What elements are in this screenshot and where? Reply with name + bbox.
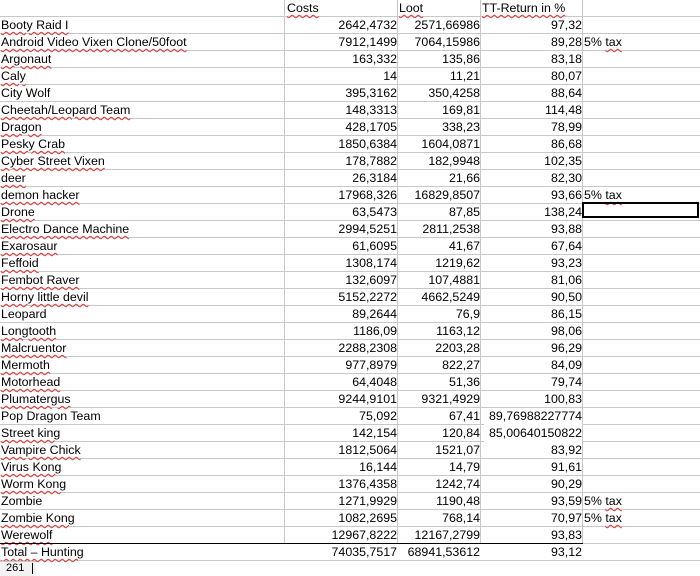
row-costs[interactable]: 1082,2695 — [338, 511, 397, 525]
row-name-cell[interactable] — [1, 170, 284, 187]
row-return[interactable]: 83,18 — [550, 52, 582, 66]
row-name: Fembot Raver — [1, 273, 80, 287]
row-name-cell[interactable] — [1, 442, 284, 459]
row-name: Vampire Chick — [1, 443, 81, 457]
row-costs[interactable]: 2642,4732 — [338, 18, 397, 32]
row-costs[interactable]: 75,092 — [359, 409, 397, 423]
row-return[interactable]: 67,64 — [550, 239, 582, 253]
row-return[interactable]: 93,23 — [550, 256, 582, 270]
row-name: Virus Kong — [1, 460, 62, 474]
row-note[interactable] — [584, 510, 700, 527]
row-loot[interactable]: 2203,28 — [435, 341, 480, 355]
row-name: Horny little devil — [1, 290, 89, 304]
row-return[interactable]: 80,07 — [550, 69, 582, 83]
row-loot[interactable]: 12167,2799 — [414, 528, 480, 542]
row-costs[interactable]: 64,4048 — [352, 375, 397, 389]
row-name-cell[interactable] — [1, 204, 284, 221]
row-return[interactable]: 78,99 — [550, 120, 582, 134]
row-name-cell[interactable] — [1, 68, 284, 85]
row-costs[interactable]: 163,332 — [352, 52, 397, 66]
row-costs[interactable]: 977,8979 — [345, 358, 397, 372]
row-costs[interactable]: 178,7882 — [345, 154, 397, 168]
row-name-cell[interactable] — [1, 323, 284, 340]
row-return[interactable]: 138,24 — [544, 205, 582, 219]
row-name: Electro Dance Machine — [1, 222, 130, 236]
selected-cell[interactable] — [582, 202, 699, 218]
row-return[interactable]: 91,61 — [550, 460, 582, 474]
row-name: Booty Raid I — [1, 18, 69, 32]
row-name: Cyber Street Vixen — [1, 154, 105, 168]
row-name-cell[interactable] — [1, 306, 284, 323]
row-return[interactable]: 93,66 — [550, 188, 582, 202]
row-loot[interactable]: 9321,4929 — [421, 392, 480, 406]
row-return[interactable]: 93,83 — [550, 528, 582, 542]
row-name-cell[interactable] — [1, 238, 284, 255]
row-loot[interactable]: 822,27 — [442, 358, 480, 372]
row-name-cell[interactable] — [1, 357, 284, 374]
row-loot[interactable]: 67,41 — [448, 409, 480, 423]
row-loot[interactable]: 182,9948 — [428, 154, 480, 168]
row-return[interactable]: 84,09 — [550, 358, 582, 372]
row-name-cell[interactable] — [1, 391, 284, 408]
row-name-cell[interactable] — [1, 136, 284, 153]
row-costs[interactable]: 63,5473 — [352, 205, 397, 219]
row-costs[interactable]: 1308,174 — [345, 256, 397, 270]
row-costs[interactable]: 2288,2308 — [338, 341, 397, 355]
row-name-cell[interactable] — [1, 374, 284, 391]
row-costs[interactable]: 1812,5064 — [338, 443, 397, 457]
row-loot[interactable]: 21,66 — [448, 171, 480, 185]
row-loot[interactable]: 1219,62 — [435, 256, 480, 270]
row-costs[interactable]: 2994,5251 — [338, 222, 397, 236]
row-name: Worm Kong — [1, 477, 67, 491]
row-loot[interactable]: 169,81 — [442, 103, 480, 117]
row-name: Plumatergus — [1, 392, 71, 406]
row-costs[interactable]: 1376,4358 — [338, 477, 397, 491]
row-return[interactable]: 96,29 — [550, 341, 582, 355]
row-name: Pesky Crab — [1, 137, 66, 151]
row-return[interactable]: 70,97 — [550, 511, 582, 525]
row-return[interactable]: 79,74 — [550, 375, 582, 389]
row-loot[interactable]: 1242,74 — [435, 477, 480, 491]
row-return[interactable]: 82,30 — [550, 171, 582, 185]
text-cursor — [32, 563, 33, 574]
row-loot[interactable]: 11,21 — [449, 69, 480, 83]
row-name-cell[interactable] — [1, 221, 284, 238]
header-costs[interactable]: Costs — [287, 1, 319, 15]
row-name: Malcruentor — [1, 341, 67, 355]
row-costs[interactable]: 1850,6384 — [338, 137, 397, 151]
row-loot[interactable]: 51,36 — [448, 375, 480, 389]
row-costs[interactable]: 16,144 — [359, 460, 397, 474]
row-costs[interactable]: 132,6097 — [345, 273, 397, 287]
total-costs[interactable]: 74035,7517 — [331, 545, 397, 559]
row-loot[interactable]: 7064,15986 — [414, 35, 480, 49]
row-name: Argonaut — [1, 52, 52, 66]
row-name: Zombie Kong — [1, 511, 75, 525]
row-costs[interactable]: 395,3162 — [345, 86, 397, 100]
row-costs[interactable]: 1186,09 — [353, 324, 397, 338]
row-loot[interactable]: 41,67 — [448, 239, 480, 253]
row-return[interactable]: 90,29 — [550, 477, 582, 491]
row-return[interactable]: 93,88 — [550, 222, 582, 236]
header-tt-return[interactable]: TT-Return in % — [482, 1, 566, 15]
row-name: Zombie — [1, 494, 43, 508]
row-costs[interactable]: 12967,8222 — [331, 528, 397, 542]
row-loot[interactable]: 1163,12 — [436, 324, 480, 338]
row-loot[interactable]: 76,9 — [455, 307, 480, 321]
row-costs[interactable]: 17968,326 — [338, 188, 397, 202]
row-name: deer — [1, 171, 26, 185]
row-return[interactable]: 83,92 — [550, 443, 582, 457]
row-name-cell[interactable] — [1, 187, 284, 204]
row-name-cell[interactable] — [1, 527, 284, 544]
row-name: Caly — [1, 69, 26, 83]
row-name-cell[interactable] — [1, 289, 284, 306]
row-costs[interactable]: 5152,2272 — [338, 290, 397, 304]
row-loot[interactable]: 768,14 — [442, 511, 480, 525]
row-name: Exarosaur — [1, 239, 58, 253]
row-name: Mermoth — [1, 358, 50, 372]
row-costs[interactable]: 26,3184 — [352, 171, 397, 185]
row-loot[interactable]: 87,85 — [448, 205, 480, 219]
row-costs[interactable]: 7912,1499 — [338, 35, 397, 49]
total-label[interactable]: Total – Hunting — [1, 545, 84, 559]
row-return[interactable]: 85,00640150822 — [484, 425, 582, 442]
row-return[interactable]: 81,06 — [550, 273, 582, 287]
row-return[interactable]: 100,83 — [544, 392, 582, 406]
row-name-cell[interactable] — [1, 408, 284, 425]
row-name-cell[interactable] — [1, 493, 284, 510]
row-loot[interactable]: 135,86 — [442, 52, 480, 66]
row-loot[interactable]: 107,4881 — [428, 273, 480, 287]
tax-note: 5% tax — [584, 511, 622, 525]
row-costs[interactable]: 14 — [383, 69, 397, 83]
row-return[interactable]: 90,50 — [550, 290, 582, 304]
row-note[interactable] — [584, 493, 700, 510]
row-name: Motorhead — [1, 375, 61, 389]
row-return[interactable]: 86,15 — [550, 307, 582, 321]
tax-note: 5% tax — [584, 494, 622, 508]
row-costs[interactable]: 89,2644 — [352, 307, 397, 321]
tax-note: 5% tax — [584, 35, 622, 49]
row-name: Pop Dragon Team — [1, 409, 101, 423]
tax-note: 5% tax — [584, 188, 622, 202]
row-name: Android Video Vixen Clone/50foot — [1, 35, 187, 49]
row-loot[interactable]: 1604,0871 — [421, 137, 480, 151]
row-costs[interactable]: 148,3313 — [345, 103, 397, 117]
row-name: City Wolf — [1, 86, 51, 100]
row-return[interactable]: 102,35 — [544, 154, 582, 168]
row-costs[interactable]: 428,1705 — [345, 120, 397, 134]
row-loot[interactable]: 338,23 — [442, 120, 480, 134]
row-name-cell[interactable] — [1, 34, 284, 51]
row-return[interactable]: 86,68 — [550, 137, 582, 151]
row-name-cell[interactable] — [1, 459, 284, 476]
row-loot[interactable]: 1190,48 — [436, 494, 480, 508]
row-name-cell[interactable] — [1, 476, 284, 493]
row-loot[interactable]: 350,4258 — [428, 86, 480, 100]
row-name: Drone — [1, 205, 35, 219]
row-name: demon hacker — [1, 188, 80, 202]
row-costs[interactable]: 142,154 — [352, 426, 397, 440]
row-name-cell[interactable] — [1, 119, 284, 136]
row-loot[interactable]: 4662,5249 — [421, 290, 480, 304]
row-name: Cheetah/Leopard Team — [1, 103, 131, 117]
row-return[interactable]: 89,28 — [550, 35, 582, 49]
row-count: 261 — [6, 562, 25, 574]
row-name: Leopard — [1, 307, 47, 321]
row-name-cell[interactable] — [1, 85, 284, 102]
row-name-cell[interactable] — [1, 340, 284, 357]
row-name-cell[interactable] — [1, 272, 284, 289]
row-name-cell[interactable] — [1, 153, 284, 170]
row-loot[interactable]: 120,84 — [442, 426, 480, 440]
row-costs[interactable]: 1271,9929 — [338, 494, 397, 508]
row-loot[interactable]: 1521,07 — [435, 443, 480, 457]
row-return[interactable]: 98,06 — [550, 324, 582, 338]
row-name: Street king — [1, 426, 61, 440]
row-loot[interactable]: 14,79 — [448, 460, 480, 474]
row-name-cell[interactable] — [1, 51, 284, 68]
row-name-cell[interactable] — [1, 17, 284, 34]
row-return[interactable]: 93,59 — [550, 494, 582, 508]
row-note[interactable] — [584, 34, 700, 51]
row-name: Feffoid — [1, 256, 39, 270]
total-return[interactable]: 93,12 — [550, 545, 582, 559]
row-return[interactable]: 97,32 — [550, 18, 582, 32]
row-name-cell[interactable] — [1, 102, 284, 119]
header-loot[interactable]: Loot — [399, 1, 424, 15]
row-name: Longtooth — [1, 324, 57, 338]
row-name: Dragon — [1, 120, 42, 134]
row-costs[interactable]: 61,6095 — [352, 239, 397, 253]
row-name: Werewolf — [1, 528, 53, 542]
row-costs[interactable]: 9244,9101 — [338, 392, 397, 406]
row-loot[interactable]: 2811,2538 — [422, 222, 480, 236]
row-name-cell[interactable] — [1, 255, 284, 272]
row-return[interactable]: 88,64 — [550, 86, 582, 100]
row-loot[interactable]: 16829,8507 — [414, 188, 480, 202]
row-name-cell[interactable] — [1, 425, 284, 442]
row-loot[interactable]: 2571,66986 — [414, 18, 480, 32]
total-loot[interactable]: 68941,53612 — [407, 545, 480, 559]
row-name-cell[interactable] — [1, 510, 284, 527]
row-return[interactable]: 114,48 — [545, 103, 582, 117]
row-return[interactable]: 89,76988227774 — [484, 408, 582, 425]
